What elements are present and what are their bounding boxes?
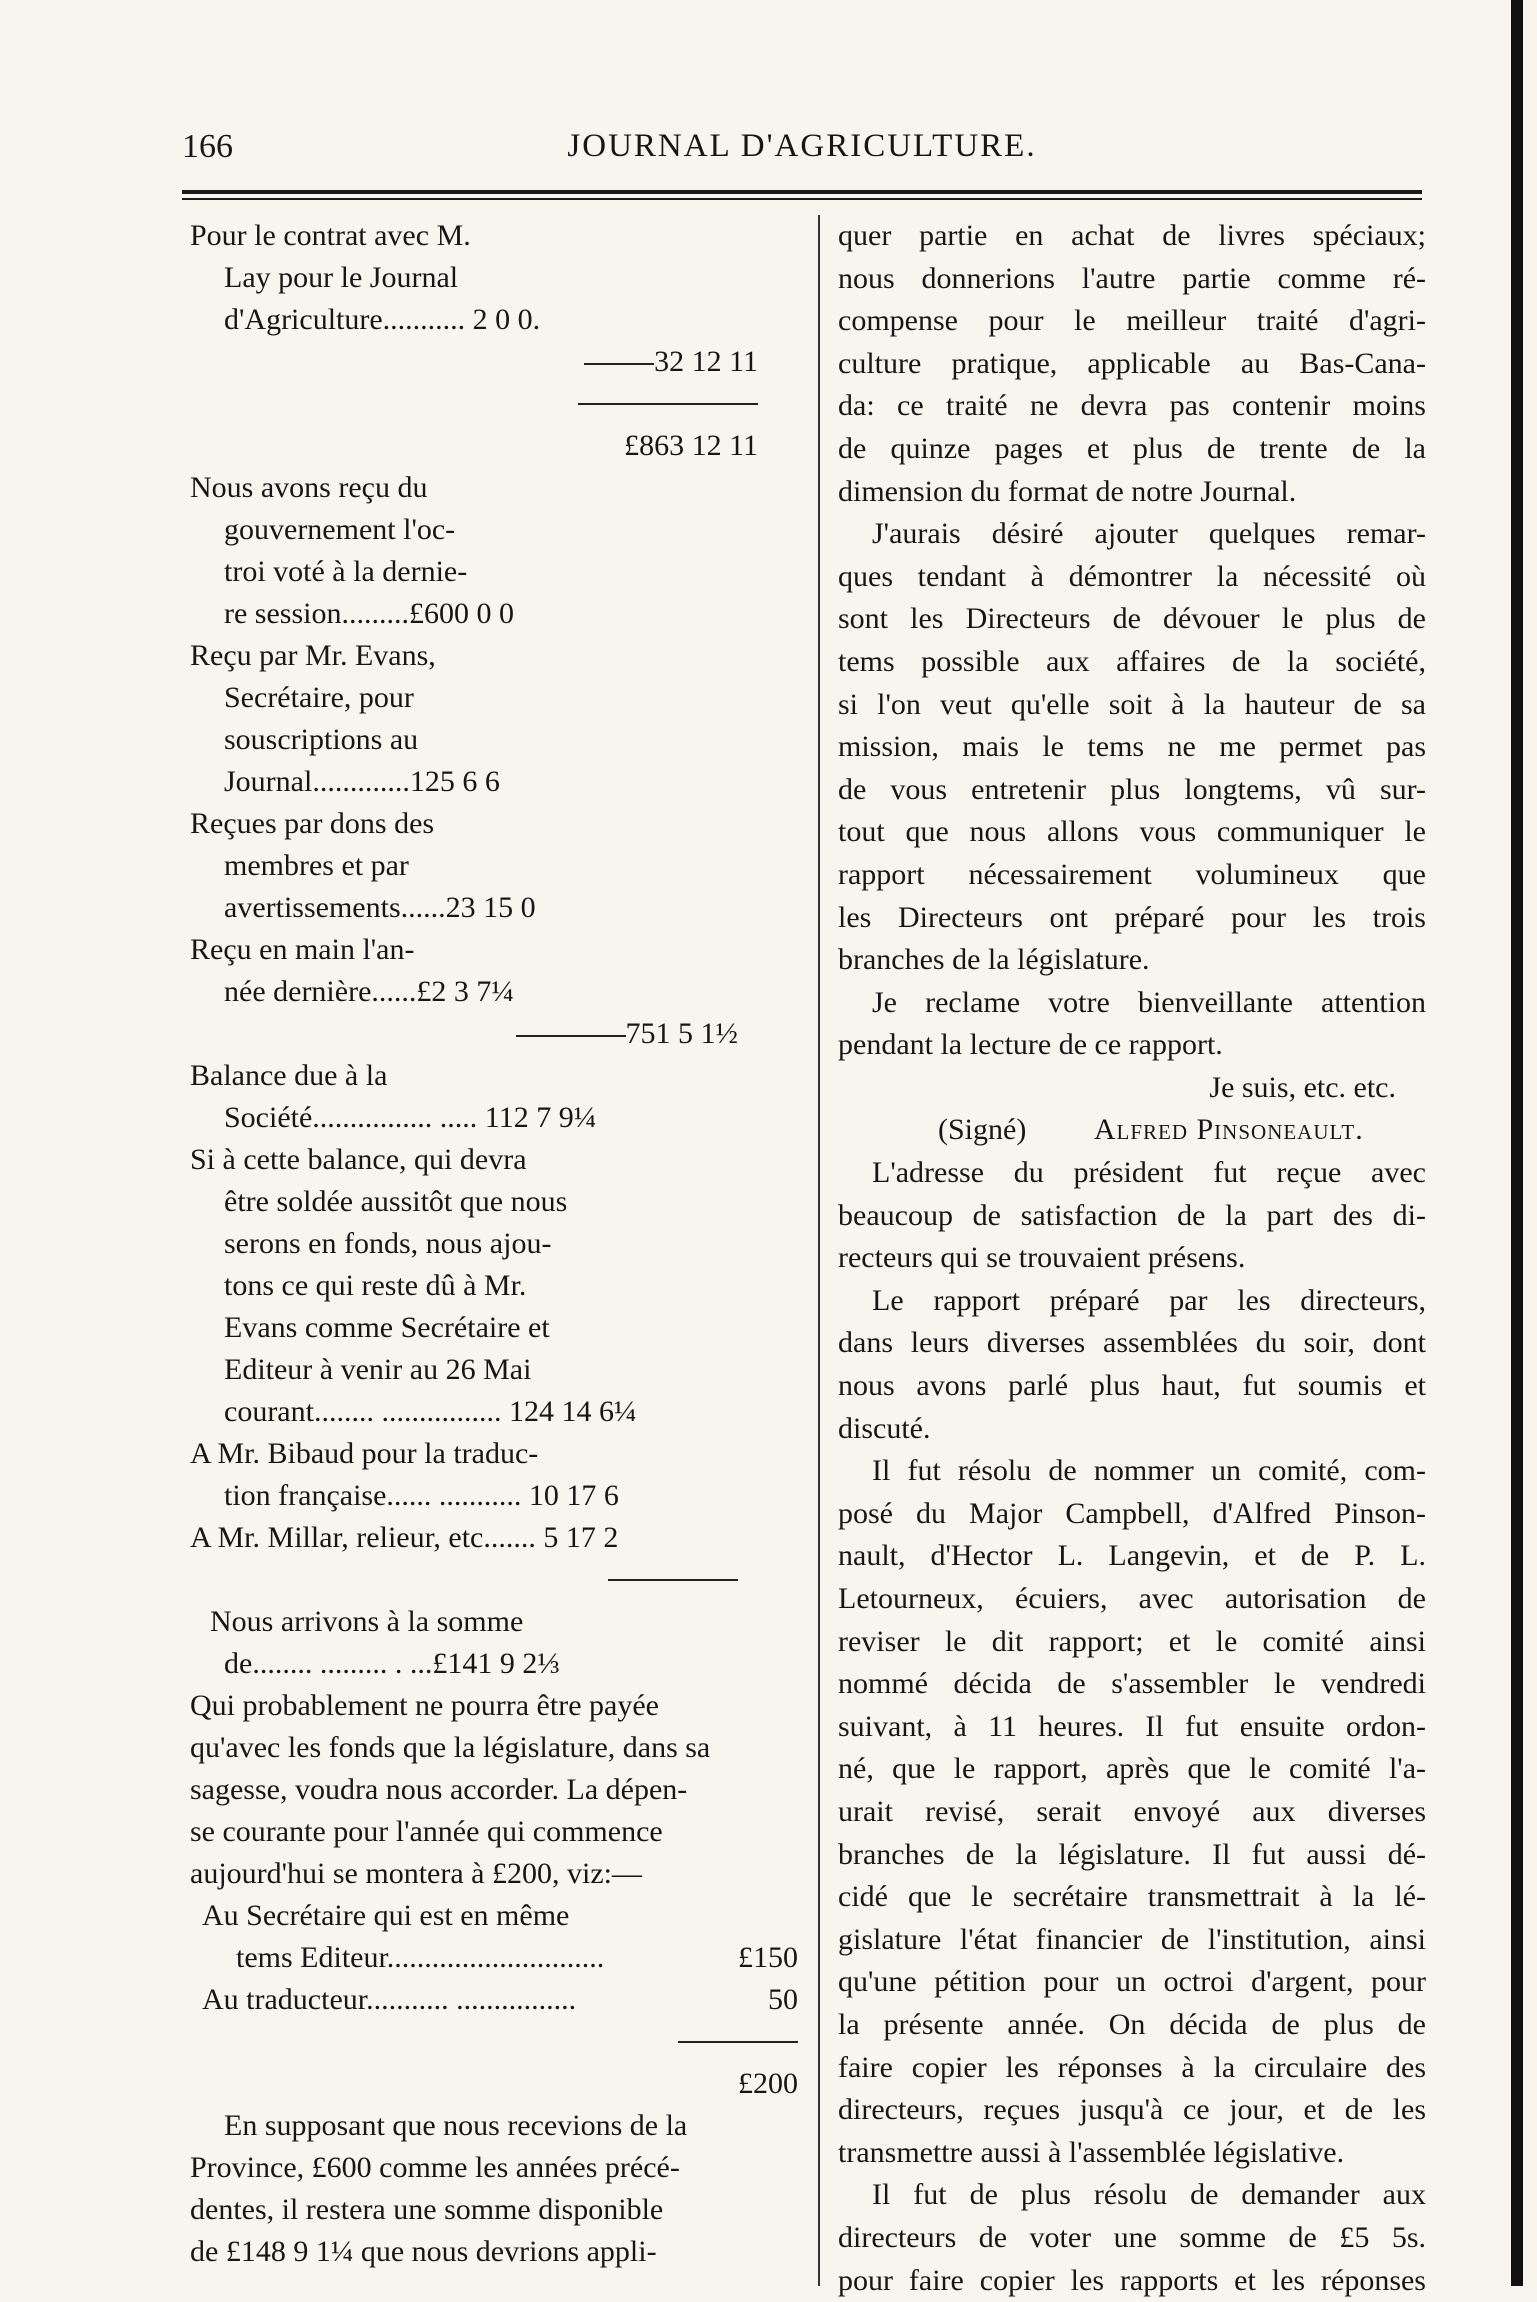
page-number: 166 <box>182 128 233 166</box>
closing-line: Je suis, etc. etc. <box>838 1067 1426 1110</box>
text-line: cidé que le secrétaire transmettrait à la lé- <box>838 1876 1426 1919</box>
text-line: tems possible aux affaires de la société, <box>838 641 1426 684</box>
text-line: nommé décida de s'assembler le vendredi <box>838 1663 1426 1706</box>
expense-row <box>190 1979 798 2021</box>
text-line: Journal.............125 6 6 <box>190 761 798 803</box>
text-line: rapport nécessairement volumineux que <box>838 854 1426 897</box>
text-line: culture pratique, applicable au Bas-Cana- <box>838 343 1426 386</box>
text-line: souscriptions au <box>190 719 798 761</box>
text-line: Secrétaire, pour <box>190 677 798 719</box>
text-line: qu'avec les fonds que la législature, dans sa <box>190 1727 798 1769</box>
text-line: quer partie en achat de livres spéciaux; <box>838 215 1426 258</box>
text-line: pendant la lecture de ce rapport. <box>838 1024 1426 1067</box>
text-line: compense pour le meilleur traité d'agri- <box>838 300 1426 343</box>
text-line: Reçu en main l'an- <box>190 929 798 971</box>
text-line: Il fut résolu de nommer un comité, com- <box>838 1450 1426 1493</box>
text-line: tion française...... ........... 10 17 6 <box>190 1475 798 1517</box>
running-title: JOURNAL D'AGRICULTURE. <box>182 128 1422 165</box>
text-line: L'adresse du président fut reçue avec <box>838 1152 1426 1195</box>
text-line: avertissements......23 15 0 <box>190 887 798 929</box>
text-line: d'Agriculture........... 2 0 0. <box>190 299 798 341</box>
expense-row <box>190 1937 798 1979</box>
sum-rule-row <box>190 2021 798 2063</box>
subtotal-line <box>190 1013 798 1055</box>
text-line: branches de la législature. Il fut aussi dé- <box>838 1834 1426 1877</box>
subtotal-rule <box>516 1035 626 1037</box>
text-line: Balance due à la <box>190 1055 798 1097</box>
signed-label: (Signé) <box>938 1113 1026 1146</box>
subtotal-rule <box>584 363 654 365</box>
text-line: Evans comme Secrétaire et <box>190 1307 798 1349</box>
text-line: branches de la législature. <box>838 939 1426 982</box>
text-line: reviser le dit rapport; et le comité ainsi <box>838 1621 1426 1664</box>
sum-rule-row <box>190 383 798 425</box>
text-line: Reçu par Mr. Evans, <box>190 635 798 677</box>
text-line: né, que le rapport, après que le comité l'a- <box>838 1748 1426 1791</box>
text-line: la présente année. On décida de plus de <box>838 2004 1426 2047</box>
text-line: tout que nous allons vous communiquer le <box>838 811 1426 854</box>
text-line: Le rapport préparé par les directeurs, <box>838 1280 1426 1323</box>
text-line: A Mr. Millar, relieur, etc....... 5 17 2 <box>190 1517 798 1559</box>
text-line: si l'on veut qu'elle soit à la hauteur de sa <box>838 684 1426 727</box>
text-line: A Mr. Bibaud pour la traduc- <box>190 1433 798 1475</box>
expense-amount: 50 <box>768 1979 798 2021</box>
text-line: nault, d'Hector L. Langevin, et de P. L. <box>838 1535 1426 1578</box>
subtotal-amount: 751 5 1½ <box>626 1017 739 1050</box>
text-line: J'aurais désiré ajouter quelques remar- <box>838 513 1426 556</box>
subtotal-amount: 32 12 11 <box>654 345 758 378</box>
text-line: suivant, à 11 heures. Il fut ensuite ordon- <box>838 1706 1426 1749</box>
text-line: Pour le contrat avec M. <box>190 215 798 257</box>
text-line: les Directeurs ont préparé pour les trois <box>838 897 1426 940</box>
text-line: courant........ ................ 124 14 6¼ <box>190 1391 798 1433</box>
text-line: re session.........£600 0 0 <box>190 593 798 635</box>
text-line: beaucoup de satisfaction de la part des di- <box>838 1195 1426 1238</box>
text-line: née dernière......£2 3 7¼ <box>190 971 798 1013</box>
text-line: dans leurs diverses assemblées du soir, dont <box>838 1322 1426 1365</box>
text-line: troi voté à la dernie- <box>190 551 798 593</box>
signature-line <box>838 1109 1426 1152</box>
text-line: Il fut de plus résolu de demander aux <box>838 2174 1426 2217</box>
text-line: Société................ ..... 112 7 9¼ <box>190 1097 798 1139</box>
expense-label: tems Editeur............................. <box>236 1937 604 1979</box>
column-divider <box>818 215 820 2286</box>
text-line: Reçues par dons des <box>190 803 798 845</box>
text-line: de quinze pages et plus de trente de la <box>838 428 1426 471</box>
text-line: membres et par <box>190 845 798 887</box>
header-rule <box>182 190 1422 194</box>
text-line: Lay pour le Journal <box>190 257 798 299</box>
text-line: urait revisé, serait envoyé aux diverses <box>838 1791 1426 1834</box>
sum-rule <box>578 403 758 405</box>
text-line: tons ce qui reste dû à Mr. <box>190 1265 798 1307</box>
text-line: Province, £600 comme les années précé- <box>190 2147 798 2189</box>
text-line: mission, mais le tems ne me permet pas <box>838 726 1426 769</box>
text-line: Nous arrivons à la somme <box>190 1601 798 1643</box>
expense-amount: £150 <box>738 1937 798 1979</box>
total-line: £200 <box>190 2063 798 2105</box>
text-line: Nous avons reçu du <box>190 467 798 509</box>
text-line: ques tendant à démontrer la nécessité où <box>838 556 1426 599</box>
text-line: de........ ......... . ...£141 9 2⅓ <box>190 1643 798 1685</box>
text-line: directeurs de voter une somme de £5 5s. <box>838 2217 1426 2260</box>
text-line: faire copier les réponses à la circulaire des <box>838 2047 1426 2090</box>
sum-rule-row <box>190 1559 798 1601</box>
text-line: sont les Directeurs de dévouer le plus de <box>838 598 1426 641</box>
signatory-name: Alfred Pinsoneault. <box>1094 1113 1364 1146</box>
text-line: da: ce traité ne devra pas contenir moins <box>838 385 1426 428</box>
text-line: serons en fonds, nous ajou- <box>190 1223 798 1265</box>
text-line: sagesse, voudra nous accorder. La dépen- <box>190 1769 798 1811</box>
text-line: aujourd'hui se montera à £200, viz:— <box>190 1853 798 1895</box>
text-line: dentes, il restera une somme disponible <box>190 2189 798 2231</box>
subtotal-line <box>190 341 798 383</box>
text-line: pour faire copier les rapports et les réponses <box>838 2260 1426 2302</box>
text-line: dimension du format de notre Journal. <box>838 471 1426 514</box>
text-line: discuté. <box>838 1408 1426 1451</box>
page-edge <box>1511 0 1523 2286</box>
text-line: En supposant que nous recevions de la <box>190 2105 798 2147</box>
text-line: de vous entretenir plus longtems, vû sur- <box>838 769 1426 812</box>
expense-label: Au traducteur........... ................ <box>202 1979 576 2021</box>
text-line: gouvernement l'oc- <box>190 509 798 551</box>
text-line: Si à cette balance, qui devra <box>190 1139 798 1181</box>
text-line: recteurs qui se trouvaient présens. <box>838 1237 1426 1280</box>
total-line: £863 12 11 <box>190 425 798 467</box>
text-line: nous donnerions l'autre partie comme ré- <box>838 258 1426 301</box>
text-line: directeurs, reçues jusqu'à ce jour, et de les <box>838 2089 1426 2132</box>
text-line: Je reclame votre bienveillante attention <box>838 982 1426 1025</box>
text-line: transmettre aussi à l'assemblée législative. <box>838 2132 1426 2175</box>
left-column <box>190 215 798 2273</box>
right-column <box>838 215 1426 2302</box>
text-line: Editeur à venir au 26 Mai <box>190 1349 798 1391</box>
text-line: posé du Major Campbell, d'Alfred Pinson- <box>838 1493 1426 1536</box>
text-line: de £148 9 1¼ que nous devrions appli- <box>190 2231 798 2273</box>
text-line: qu'une pétition pour un octroi d'argent, pour <box>838 1961 1426 2004</box>
sum-rule <box>608 1579 738 1581</box>
sum-rule <box>678 2041 798 2043</box>
text-line: Qui probablement ne pourra être payée <box>190 1685 798 1727</box>
text-line: se courante pour l'année qui commence <box>190 1811 798 1853</box>
text-line: nous avons parlé plus haut, fut soumis et <box>838 1365 1426 1408</box>
text-line: être soldée aussitôt que nous <box>190 1181 798 1223</box>
text-line: Letourneux, écuiers, avec autorisation de <box>838 1578 1426 1621</box>
text-line: gislature l'état financier de l'institution, ainsi <box>838 1919 1426 1962</box>
header-rule-thin <box>182 198 1422 200</box>
page-header <box>182 128 1422 172</box>
text-line: Au Secrétaire qui est en même <box>190 1895 798 1937</box>
